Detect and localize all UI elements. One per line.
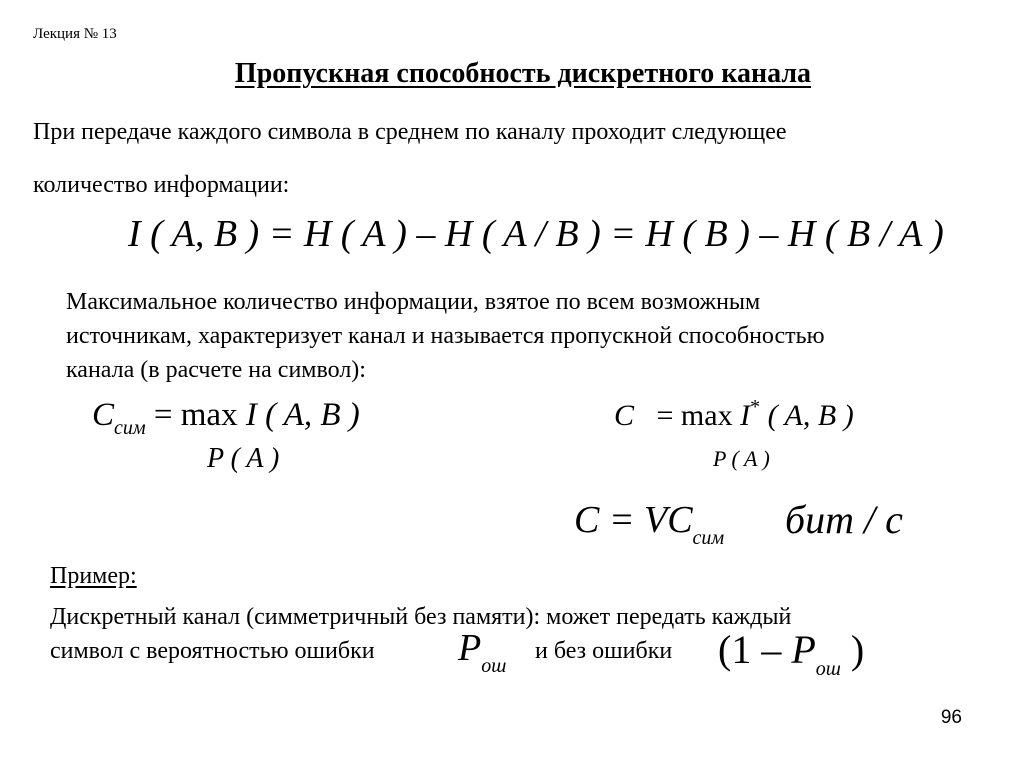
eq-max: = max bbox=[656, 399, 733, 432]
lhs-expr: C = VC bbox=[574, 499, 693, 541]
sim-sub: сим bbox=[692, 527, 725, 549]
capacity-star-formula bbox=[614, 396, 854, 433]
formula-text: I ( A, B ) = H ( A ) – H ( A / B ) = H ( B ) – H ( B / A ) bbox=[128, 213, 944, 255]
slide-title bbox=[0, 58, 1024, 90]
paragraph-line-2: источникам, характеризует канал и называется пропускной способностью bbox=[66, 323, 825, 349]
capacity-per-symbol-under bbox=[207, 443, 279, 475]
mutual-information-formula bbox=[128, 212, 944, 256]
example-line-1: Дискретный канал (симметричный без памяти): может передать каждый bbox=[50, 604, 792, 630]
p-ok-sub: ош bbox=[815, 658, 841, 680]
i-symbol: I bbox=[740, 399, 751, 432]
capacity-rate-formula bbox=[574, 498, 725, 549]
example-text-a: символ с вероятностью ошибки bbox=[50, 638, 375, 664]
example-line-2 bbox=[50, 638, 375, 665]
intro-line-1: При передаче каждого символа в среднем по каналу проходит следующее bbox=[33, 119, 787, 145]
under-expr: P ( A ) bbox=[713, 446, 770, 471]
c-symbol: C bbox=[92, 397, 115, 433]
c-symbol: C bbox=[614, 399, 635, 432]
capacity-unit bbox=[785, 496, 903, 543]
p-letter: P bbox=[791, 627, 816, 672]
capacity-per-symbol-formula bbox=[92, 397, 360, 439]
under-expr: P ( A ) bbox=[207, 443, 280, 474]
lecture-label: Лекция № 13 bbox=[33, 26, 117, 42]
p-ok-open: (1 – bbox=[718, 627, 792, 672]
rhs-expr: I ( A, B ) bbox=[245, 397, 360, 433]
p-ok-expression bbox=[718, 626, 865, 680]
example-text-b: и без ошибки bbox=[535, 638, 673, 664]
p-ok-close: ) bbox=[840, 627, 865, 672]
page-number: 96 bbox=[940, 707, 962, 728]
intro-line-2: количество информации: bbox=[33, 172, 290, 198]
eq-max: = max bbox=[153, 397, 238, 433]
star-sup: * bbox=[750, 396, 761, 418]
unit-text: бит / с bbox=[785, 497, 903, 542]
rhs-expr: ( A, B ) bbox=[767, 399, 854, 432]
p-err-sub: ош bbox=[481, 655, 507, 677]
paragraph-line-3: канала (в расчете на символ): bbox=[66, 357, 366, 383]
paragraph-line-1: Максимальное количество информации, взятое по всем возможным bbox=[66, 289, 761, 315]
capacity-star-under bbox=[713, 446, 770, 472]
example-label: Пример: bbox=[50, 563, 137, 589]
p-error-symbol bbox=[458, 626, 507, 677]
p-letter: P bbox=[458, 627, 482, 669]
slide-title-text: Пропускная способность дискретного канала bbox=[234, 58, 812, 89]
c-sub: сим bbox=[114, 417, 146, 439]
